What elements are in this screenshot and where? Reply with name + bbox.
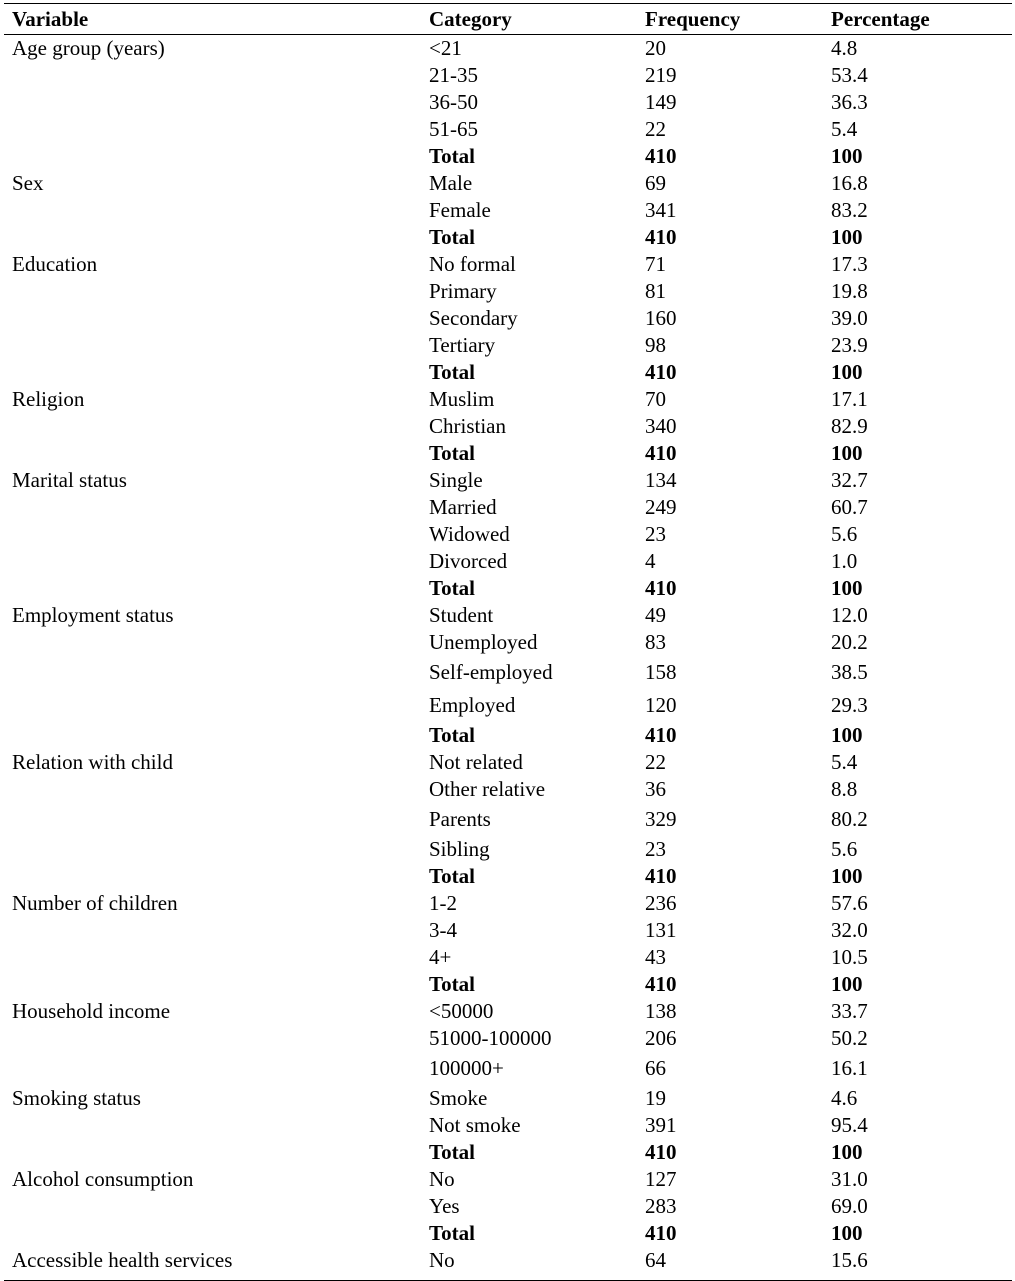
cell-frequency: 134 bbox=[645, 468, 677, 492]
cell-variable: Relation with child bbox=[12, 750, 173, 774]
cell-frequency: 410 bbox=[645, 576, 677, 600]
table-row bbox=[4, 1112, 1012, 1139]
cell-category: Student bbox=[429, 603, 494, 627]
cell-category: <21 bbox=[429, 36, 462, 60]
cell-frequency: 83 bbox=[645, 630, 666, 654]
cell-percentage: 69.0 bbox=[831, 1194, 868, 1218]
cell-percentage: 39.0 bbox=[831, 306, 868, 330]
cell-frequency: 36 bbox=[645, 777, 666, 801]
table-body bbox=[4, 35, 1012, 1280]
cell-category: Parents bbox=[429, 807, 491, 831]
cell-frequency: 23 bbox=[645, 837, 666, 861]
cell-percentage: 36.3 bbox=[831, 90, 868, 114]
table-row bbox=[4, 386, 1012, 413]
table-row bbox=[4, 278, 1012, 305]
demographics-table bbox=[4, 3, 1012, 1281]
cell-frequency: 43 bbox=[645, 945, 666, 969]
cell-frequency: 329 bbox=[645, 807, 677, 831]
cell-frequency: 98 bbox=[645, 333, 666, 357]
cell-frequency: 410 bbox=[645, 225, 677, 249]
cell-category: Total bbox=[429, 225, 475, 249]
cell-category: 4+ bbox=[429, 945, 452, 969]
cell-category: Total bbox=[429, 1221, 475, 1245]
cell-frequency: 70 bbox=[645, 387, 666, 411]
table-row bbox=[4, 629, 1012, 656]
cell-percentage: 5.4 bbox=[831, 117, 858, 141]
cell-percentage: 100 bbox=[831, 1140, 863, 1164]
cell-category: 51-65 bbox=[429, 117, 478, 141]
table-row bbox=[4, 197, 1012, 224]
table-row bbox=[4, 656, 1012, 689]
cell-percentage: 4.6 bbox=[831, 1086, 858, 1110]
cell-frequency: 138 bbox=[645, 999, 677, 1023]
table-row bbox=[4, 467, 1012, 494]
table-row bbox=[4, 62, 1012, 89]
cell-category: Yes bbox=[429, 1194, 460, 1218]
cell-category: Total bbox=[429, 972, 475, 996]
cell-category: Total bbox=[429, 723, 475, 747]
table-row bbox=[4, 548, 1012, 575]
cell-percentage: 29.3 bbox=[831, 693, 868, 717]
table-total-row bbox=[4, 224, 1012, 251]
cell-frequency: 219 bbox=[645, 63, 677, 87]
cell-percentage: 50.2 bbox=[831, 1026, 868, 1050]
cell-percentage: 100 bbox=[831, 144, 863, 168]
cell-percentage: 82.9 bbox=[831, 414, 868, 438]
cell-frequency: 341 bbox=[645, 198, 677, 222]
cell-percentage: 5.4 bbox=[831, 750, 858, 774]
table-row bbox=[4, 1052, 1012, 1085]
table-row bbox=[4, 1166, 1012, 1193]
cell-category: 100000+ bbox=[429, 1056, 504, 1080]
cell-frequency: 19 bbox=[645, 1086, 666, 1110]
cell-variable: Accessible health services bbox=[12, 1248, 233, 1272]
table-total-row bbox=[4, 1220, 1012, 1247]
cell-variable: Employment status bbox=[12, 603, 174, 627]
header-frequency: Frequency bbox=[645, 7, 741, 31]
cell-percentage: 100 bbox=[831, 225, 863, 249]
cell-category: Total bbox=[429, 360, 475, 384]
cell-category: Not smoke bbox=[429, 1113, 521, 1137]
cell-percentage: 5.6 bbox=[831, 837, 858, 861]
cell-variable: Sex bbox=[12, 171, 44, 195]
cell-frequency: 69 bbox=[645, 171, 666, 195]
table-row bbox=[4, 170, 1012, 197]
cell-percentage: 100 bbox=[831, 972, 863, 996]
cell-percentage: 16.1 bbox=[831, 1056, 868, 1080]
cell-percentage: 100 bbox=[831, 360, 863, 384]
cell-category: Not related bbox=[429, 750, 523, 774]
cell-category: No bbox=[429, 1248, 455, 1272]
cell-variable: Alcohol consumption bbox=[12, 1167, 194, 1191]
cell-percentage: 100 bbox=[831, 576, 863, 600]
table-row bbox=[4, 602, 1012, 629]
cell-variable: Marital status bbox=[12, 468, 127, 492]
cell-frequency: 127 bbox=[645, 1167, 677, 1191]
cell-frequency: 71 bbox=[645, 252, 666, 276]
cell-frequency: 340 bbox=[645, 414, 677, 438]
cell-variable: Education bbox=[12, 252, 98, 276]
table-row bbox=[4, 35, 1012, 62]
cell-category: 21-35 bbox=[429, 63, 478, 87]
cell-percentage: 31.0 bbox=[831, 1167, 868, 1191]
cell-percentage: 32.0 bbox=[831, 918, 868, 942]
cell-variable: Smoking status bbox=[12, 1086, 141, 1110]
cell-percentage: 10.5 bbox=[831, 945, 868, 969]
table-total-row bbox=[4, 863, 1012, 890]
cell-category: <50000 bbox=[429, 999, 494, 1023]
cell-category: Secondary bbox=[429, 306, 518, 330]
cell-frequency: 410 bbox=[645, 723, 677, 747]
cell-category: Sibling bbox=[429, 837, 490, 861]
cell-frequency: 131 bbox=[645, 918, 677, 942]
cell-category: No formal bbox=[429, 252, 516, 276]
table-row bbox=[4, 917, 1012, 944]
cell-frequency: 66 bbox=[645, 1056, 666, 1080]
cell-percentage: 57.6 bbox=[831, 891, 868, 915]
cell-frequency: 4 bbox=[645, 549, 656, 573]
cell-frequency: 410 bbox=[645, 144, 677, 168]
cell-percentage: 4.8 bbox=[831, 36, 858, 60]
cell-percentage: 1.0 bbox=[831, 549, 858, 573]
table-row bbox=[4, 1247, 1012, 1274]
cell-category: 3-4 bbox=[429, 918, 457, 942]
cell-frequency: 158 bbox=[645, 660, 677, 684]
cell-category: Single bbox=[429, 468, 483, 492]
table-total-row bbox=[4, 1139, 1012, 1166]
table-bottom-padding bbox=[4, 1274, 1012, 1280]
table-row bbox=[4, 332, 1012, 359]
cell-frequency: 410 bbox=[645, 441, 677, 465]
cell-percentage: 95.4 bbox=[831, 1113, 868, 1137]
cell-category: Primary bbox=[429, 279, 497, 303]
table-row bbox=[4, 1025, 1012, 1052]
cell-category: Married bbox=[429, 495, 497, 519]
cell-percentage: 19.8 bbox=[831, 279, 868, 303]
table-row bbox=[4, 305, 1012, 332]
cell-frequency: 20 bbox=[645, 36, 666, 60]
table-row bbox=[4, 116, 1012, 143]
table-row bbox=[4, 413, 1012, 440]
table-total-row bbox=[4, 440, 1012, 467]
table-row bbox=[4, 803, 1012, 836]
cell-frequency: 120 bbox=[645, 693, 677, 717]
cell-category: Muslim bbox=[429, 387, 495, 411]
table-total-row bbox=[4, 143, 1012, 170]
cell-variable: Religion bbox=[12, 387, 85, 411]
table-row bbox=[4, 944, 1012, 971]
cell-percentage: 23.9 bbox=[831, 333, 868, 357]
cell-category: Unemployed bbox=[429, 630, 538, 654]
table-row bbox=[4, 836, 1012, 863]
cell-category: 1-2 bbox=[429, 891, 457, 915]
cell-percentage: 5.6 bbox=[831, 522, 858, 546]
cell-variable: Number of children bbox=[12, 891, 178, 915]
cell-category: Total bbox=[429, 864, 475, 888]
cell-frequency: 249 bbox=[645, 495, 677, 519]
cell-category: Total bbox=[429, 441, 475, 465]
cell-category: Divorced bbox=[429, 549, 508, 573]
cell-percentage: 20.2 bbox=[831, 630, 868, 654]
table-total-row bbox=[4, 575, 1012, 602]
cell-category: Total bbox=[429, 144, 475, 168]
cell-percentage: 100 bbox=[831, 441, 863, 465]
table-row bbox=[4, 776, 1012, 803]
table-row bbox=[4, 494, 1012, 521]
cell-percentage: 12.0 bbox=[831, 603, 868, 627]
cell-frequency: 49 bbox=[645, 603, 666, 627]
cell-percentage: 8.8 bbox=[831, 777, 858, 801]
cell-category: Employed bbox=[429, 693, 516, 717]
cell-frequency: 23 bbox=[645, 522, 666, 546]
cell-category: Total bbox=[429, 576, 475, 600]
table-row bbox=[4, 998, 1012, 1025]
cell-frequency: 410 bbox=[645, 864, 677, 888]
cell-percentage: 80.2 bbox=[831, 807, 868, 831]
table-row bbox=[4, 521, 1012, 548]
header-percentage: Percentage bbox=[831, 7, 930, 31]
cell-frequency: 410 bbox=[645, 1221, 677, 1245]
cell-frequency: 149 bbox=[645, 90, 677, 114]
table-row bbox=[4, 89, 1012, 116]
cell-frequency: 160 bbox=[645, 306, 677, 330]
cell-category: Tertiary bbox=[429, 333, 496, 357]
cell-category: No bbox=[429, 1167, 455, 1191]
cell-category: Female bbox=[429, 198, 491, 222]
cell-frequency: 22 bbox=[645, 117, 666, 141]
cell-percentage: 60.7 bbox=[831, 495, 868, 519]
cell-frequency: 81 bbox=[645, 279, 666, 303]
cell-percentage: 32.7 bbox=[831, 468, 868, 492]
cell-frequency: 391 bbox=[645, 1113, 677, 1137]
cell-frequency: 22 bbox=[645, 750, 666, 774]
table-row bbox=[4, 749, 1012, 776]
cell-frequency: 283 bbox=[645, 1194, 677, 1218]
cell-category: Self-employed bbox=[429, 660, 553, 684]
cell-variable: Household income bbox=[12, 999, 171, 1023]
table-row bbox=[4, 251, 1012, 278]
cell-category: Christian bbox=[429, 414, 506, 438]
cell-percentage: 100 bbox=[831, 864, 863, 888]
cell-category: Total bbox=[429, 1140, 475, 1164]
cell-category: 36-50 bbox=[429, 90, 478, 114]
cell-category: 51000-100000 bbox=[429, 1026, 552, 1050]
cell-frequency: 410 bbox=[645, 972, 677, 996]
cell-percentage: 17.1 bbox=[831, 387, 868, 411]
cell-frequency: 64 bbox=[645, 1248, 666, 1272]
cell-category: Male bbox=[429, 171, 473, 195]
cell-percentage: 16.8 bbox=[831, 171, 868, 195]
cell-percentage: 100 bbox=[831, 1221, 863, 1245]
cell-percentage: 15.6 bbox=[831, 1248, 868, 1272]
table-row bbox=[4, 689, 1012, 722]
header-category: Category bbox=[429, 7, 512, 31]
table-row bbox=[4, 1193, 1012, 1220]
cell-frequency: 410 bbox=[645, 360, 677, 384]
table-row bbox=[4, 1085, 1012, 1112]
cell-variable: Age group (years) bbox=[12, 36, 165, 60]
cell-category: Widowed bbox=[429, 522, 510, 546]
table-total-row bbox=[4, 722, 1012, 749]
cell-percentage: 100 bbox=[831, 723, 863, 747]
table-row bbox=[4, 890, 1012, 917]
table-total-row bbox=[4, 359, 1012, 386]
cell-percentage: 33.7 bbox=[831, 999, 868, 1023]
cell-category: Smoke bbox=[429, 1086, 488, 1110]
cell-percentage: 83.2 bbox=[831, 198, 868, 222]
cell-frequency: 206 bbox=[645, 1026, 677, 1050]
cell-percentage: 53.4 bbox=[831, 63, 868, 87]
cell-frequency: 410 bbox=[645, 1140, 677, 1164]
cell-frequency: 236 bbox=[645, 891, 677, 915]
header-variable: Variable bbox=[12, 7, 89, 31]
cell-percentage: 38.5 bbox=[831, 660, 868, 684]
table-total-row bbox=[4, 971, 1012, 998]
cell-percentage: 17.3 bbox=[831, 252, 868, 276]
cell-category: Other relative bbox=[429, 777, 546, 801]
table-header-row bbox=[4, 4, 1012, 35]
